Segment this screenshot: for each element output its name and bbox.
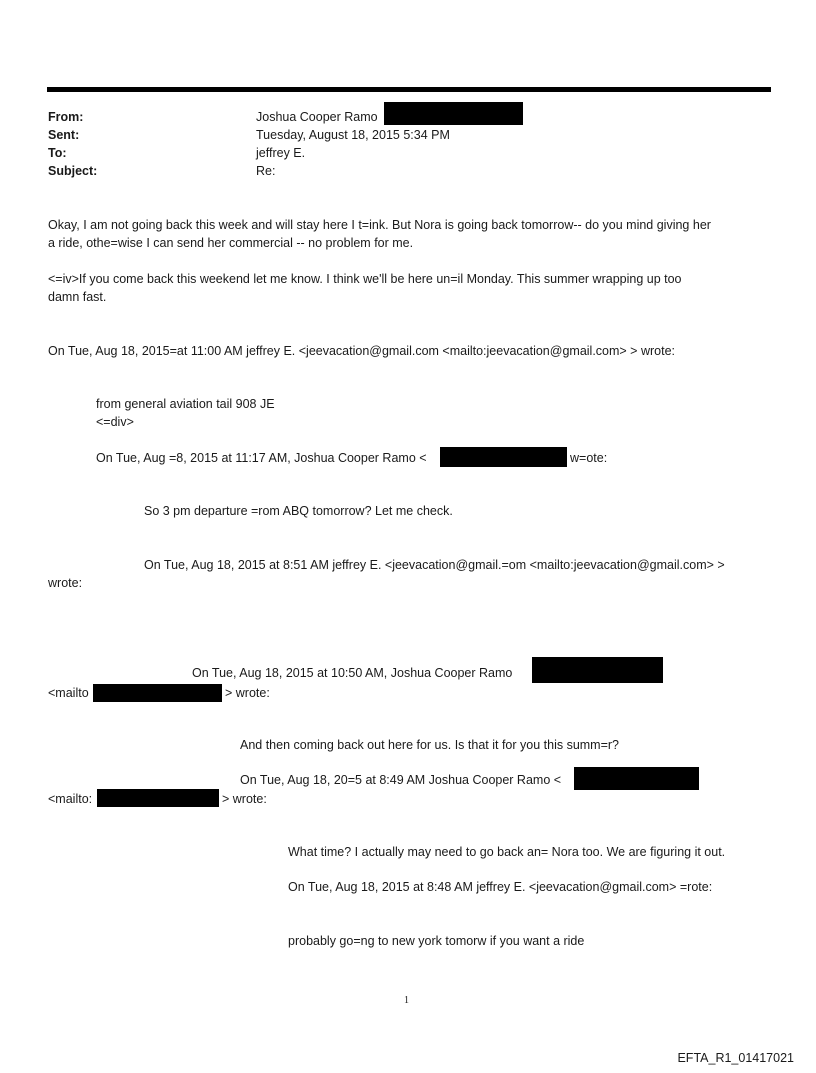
sent-label: Sent: — [48, 128, 80, 142]
quote-5-mailto: <mailto: — [48, 792, 93, 806]
quote-3-header: On Tue, Aug 18, 2015 at 8:51 AM jeffrey E. <jeevacation@gmail.=om <mailto:jeevacation@gmail.com> > — [144, 558, 725, 572]
subject-value: Re: — [256, 164, 276, 178]
quote-1-header: On Tue, Aug 18, 2015=at 11:00 AM jeffrey E. <jeevacation@gmail.com <mailto:jeevacation@gmail.com> > wrote: — [48, 344, 675, 358]
from-label: From: — [48, 110, 84, 124]
quote-6-line-1: probably go=ng to new york tomorw if you want a ride — [288, 934, 585, 948]
body-paragraph-1-line-1: Okay, I am not going back this week and will stay here I t=ink. But Nora is going back tomorrow-- do you mind giving her — [48, 218, 711, 232]
quote-1-line-2: <=div> — [96, 415, 134, 429]
redaction-block — [532, 657, 663, 683]
page-number: 1 — [404, 995, 409, 1006]
quote-4-wrote: > wrote: — [225, 686, 270, 700]
quote-6-header: On Tue, Aug 18, 2015 at 8:48 AM jeffrey E. <jeevacation@gmail.com> =rote: — [288, 880, 713, 894]
redaction-block — [574, 767, 699, 790]
body-paragraph-2-line-1: <=iv>If you come back this weekend let me know. I think we'll be here un=il Monday. This summer wrapping up too — [48, 272, 682, 286]
body-paragraph-2-line-2: damn fast. — [48, 290, 107, 304]
quote-2-header-end: w=ote: — [570, 451, 608, 465]
quote-4-header: On Tue, Aug 18, 2015 at 10:50 AM, Joshua Cooper Ramo — [192, 666, 513, 680]
to-value: jeffrey E. — [256, 146, 306, 160]
subject-label: Subject: — [48, 164, 98, 178]
redaction-block — [93, 684, 222, 702]
sent-value: Tuesday, August 18, 2015 5:34 PM — [256, 128, 450, 142]
redaction-block — [97, 789, 219, 807]
document-id-footer: EFTA_R1_01417021 — [677, 1051, 794, 1065]
quote-2-header: On Tue, Aug =8, 2015 at 11:17 AM, Joshua Cooper Ramo < — [96, 451, 427, 465]
quote-1-line-1: from general aviation tail 908 JE — [96, 397, 275, 411]
header-rule — [47, 87, 771, 92]
quote-5-wrote: > wrote: — [222, 792, 267, 806]
quote-4-line-1: And then coming back out here for us. Is that it for you this summ=r? — [240, 738, 620, 752]
redaction-block — [440, 447, 567, 467]
quote-5-header: On Tue, Aug 18, 20=5 at 8:49 AM Joshua Cooper Ramo < — [240, 773, 562, 787]
quote-2-line-1: So 3 pm departure =rom ABQ tomorrow? Let me check. — [144, 504, 453, 518]
to-label: To: — [48, 146, 67, 160]
quote-5-line-1: What time? I actually may need to go back an= Nora too. We are figuring it out. — [288, 845, 726, 859]
from-value: Joshua Cooper Ramo — [256, 110, 378, 124]
redaction-block — [384, 102, 523, 125]
quote-4-mailto: <mailto — [48, 686, 89, 700]
body-paragraph-1-line-2: a ride, othe=wise I can send her commercial -- no problem for me. — [48, 236, 414, 250]
quote-3-header-wrap: wrote: — [48, 576, 83, 590]
